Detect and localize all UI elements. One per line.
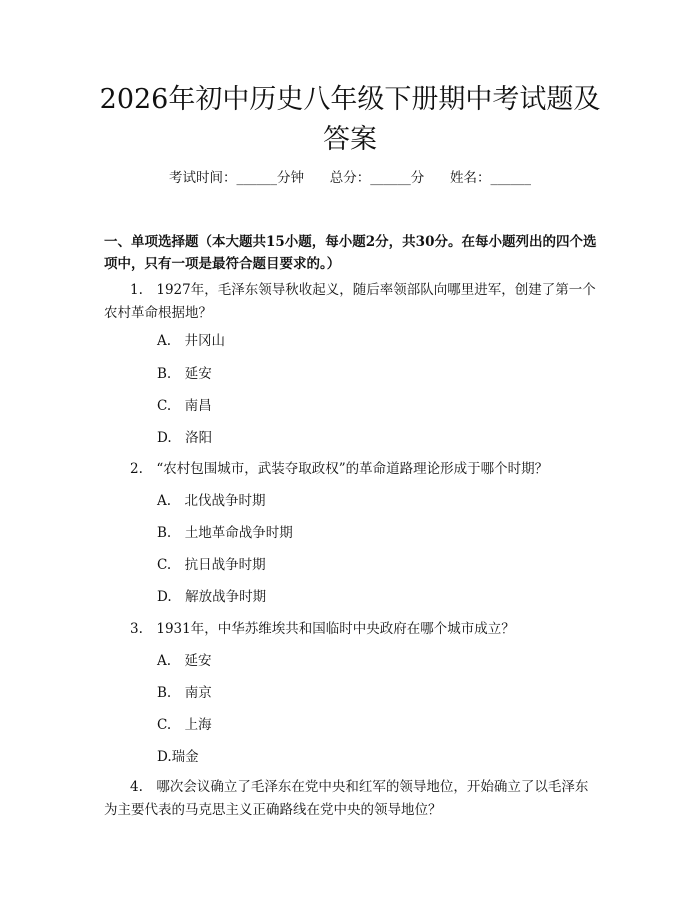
question-3: 3. 1931年，中华苏维埃共和国临时中央政府在哪个城市成立？ [130,621,515,637]
question-1-option-c: C. 南昌 [157,398,212,414]
page-title: 2026年初中历史八年级下册期中考试题及答案 [99,84,601,155]
question-1-option-a: A. 井冈山 [157,333,226,349]
question-2-option-c: C. 抗日战争时期 [157,557,266,573]
question-3-option-c: C. 上海 [157,717,212,733]
question-1: 1. 1927年，毛泽东领导秋收起义，随后率领部队向哪里进军，创建了第一个农村革命根据地？ [104,282,596,321]
section-heading: 一、单项选择题（本大题共15小题，每小题2分，共30分。在每小题列出的四个选项中，只有一项是最符合题目要求的。） [104,234,597,272]
question-2-option-b: B. 土地革命战争时期 [157,525,293,541]
question-2-option-a: A. 北伐战争时期 [157,493,266,509]
question-1-option-d: D. 洛阳 [157,430,213,446]
exam-info-line: 考试时间：______分钟 总分：______分 姓名：______ [169,170,531,186]
question-3-option-b: B. 南京 [157,685,212,701]
question-3-option-a: A. 延安 [157,653,212,669]
question-1-option-b: B. 延安 [157,366,212,382]
question-3-option-d: D.瑞金 [157,749,199,765]
question-2: 2. “农村包围城市，武装夺取政权”的革命道路理论形成于哪个时期？ [130,461,549,477]
question-4: 4. 哪次会议确立了毛泽东在党中央和红军的领导地位，开始确立了以毛泽东为主要代表的马克思主义正确路线在党中央的领导地位？ [104,779,589,818]
question-2-option-d: D. 解放战争时期 [157,589,267,605]
